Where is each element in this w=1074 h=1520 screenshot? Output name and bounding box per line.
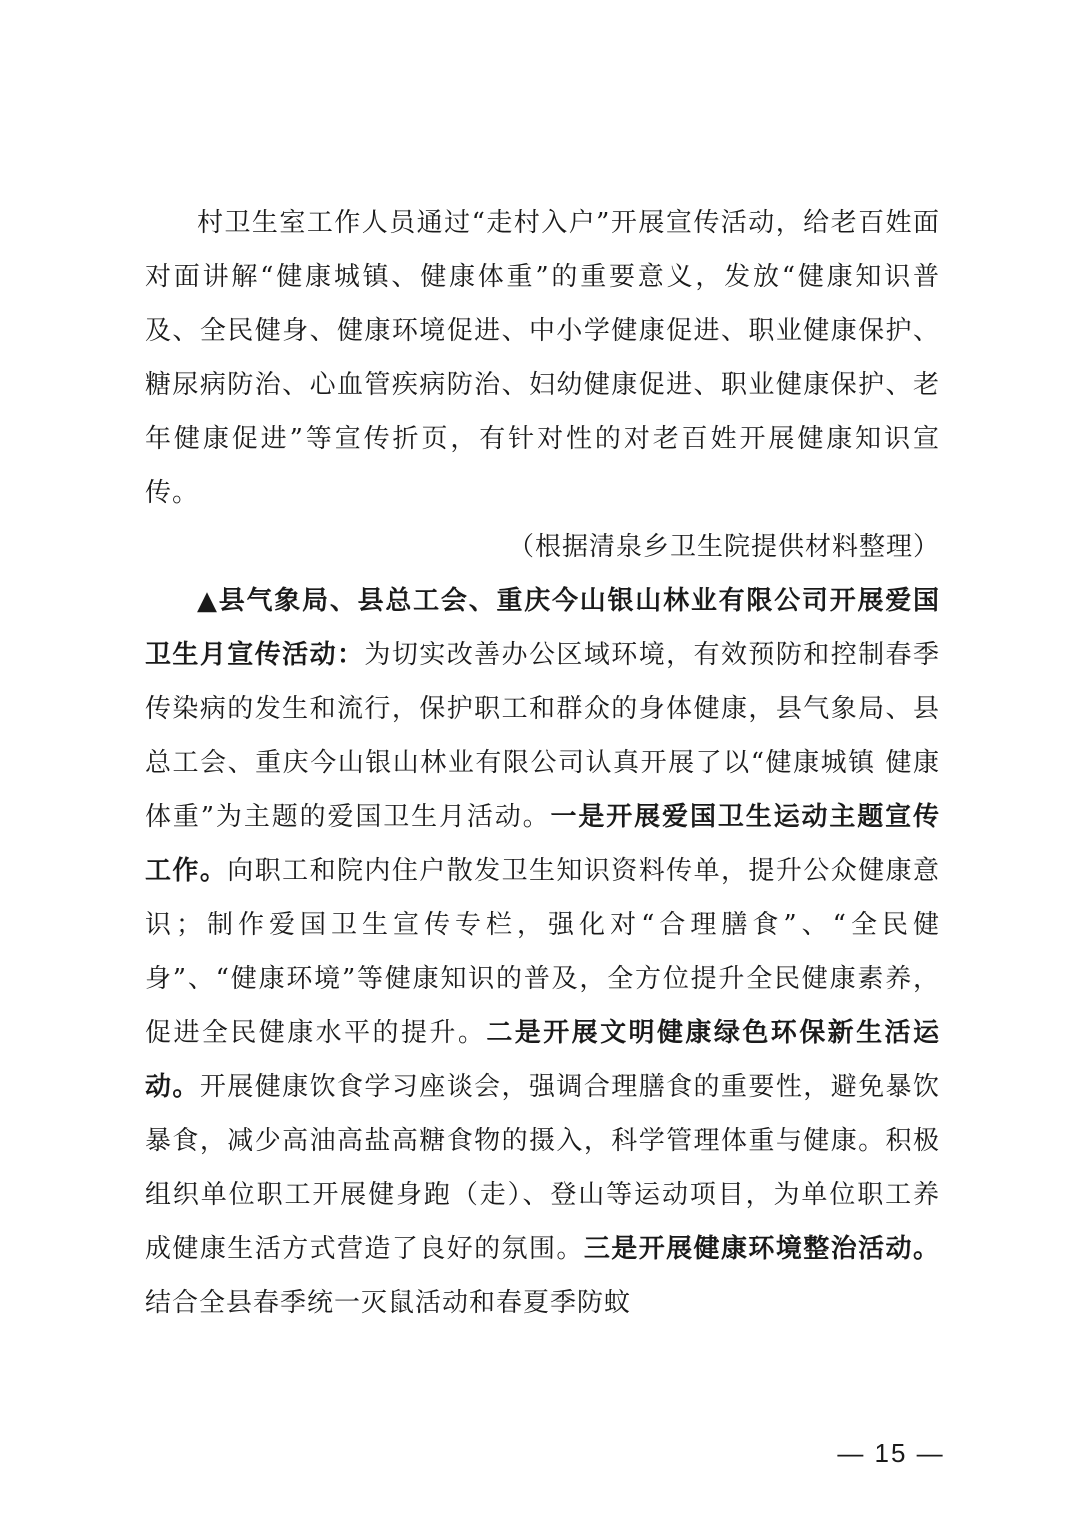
activity-paragraph [145,574,940,1330]
body-paragraph: 村卫生室工作人员通过“走村入户”开展宣传活动，给老百姓面对面讲解“健康城镇、健康体重”的重要意义，发放“健康知识普及、全民健身、健康环境促进、中小学健康促进、职业健康保护、糖尿病防治、心血管疾病防治、妇幼健康促进、职业健康保护、老年健康促进”等宣传折页，有针对性的对老百姓开展健康知识宣传。 [145,208,940,508]
point-two-text: 开展健康饮食学习座谈会，强调合理膳食的重要性，避免暴饮暴食，减少高油高盐高糖食物的摄入，科学管理体重与健康。积极组织单位职工开展健身跑（走）、登山等运动项目，为单位职工养成健康生活方式营造了良好的氛围。 [145,1072,940,1264]
point-three-title: 三是开展健康环境整治活动。 [583,1234,940,1264]
point-one-title: 一是开展爱国卫生运动主题宣传工作。 [145,802,940,886]
page-body [145,196,940,1330]
point-two-title: 二是开展文明健康绿色环保新生活运动。 [145,1018,940,1102]
point-three-text: 结合全县春季统一灭鼠活动和春夏季防蚊 [145,1288,632,1318]
activity-intro: 为切实改善办公区域环境，有效预防和控制春季传染病的发生和流行，保护职工和群众的身体健康，县气象局、县总工会、重庆今山银山林业有限公司认真开展了以“健康城镇 健康体重”为主题的爱国卫生月活动。 [145,640,940,832]
source-note: （根据清泉乡卫生院提供材料整理） [507,532,940,562]
page-number: — 15 — [837,1438,945,1468]
point-one-text: 向职工和院内住户散发卫生知识资料传单，提升公众健康意识；制作爱国卫生宣传专栏，强化对“合理膳食”、“全民健身”、“健康环境”等健康知识的普及，全方位提升全民健康素养，促进全民健康水平的提升。 [145,856,940,1048]
activity-heading: ▲县气象局、县总工会、重庆今山银山林业有限公司开展爱国卫生月宣传活动： [145,586,940,670]
